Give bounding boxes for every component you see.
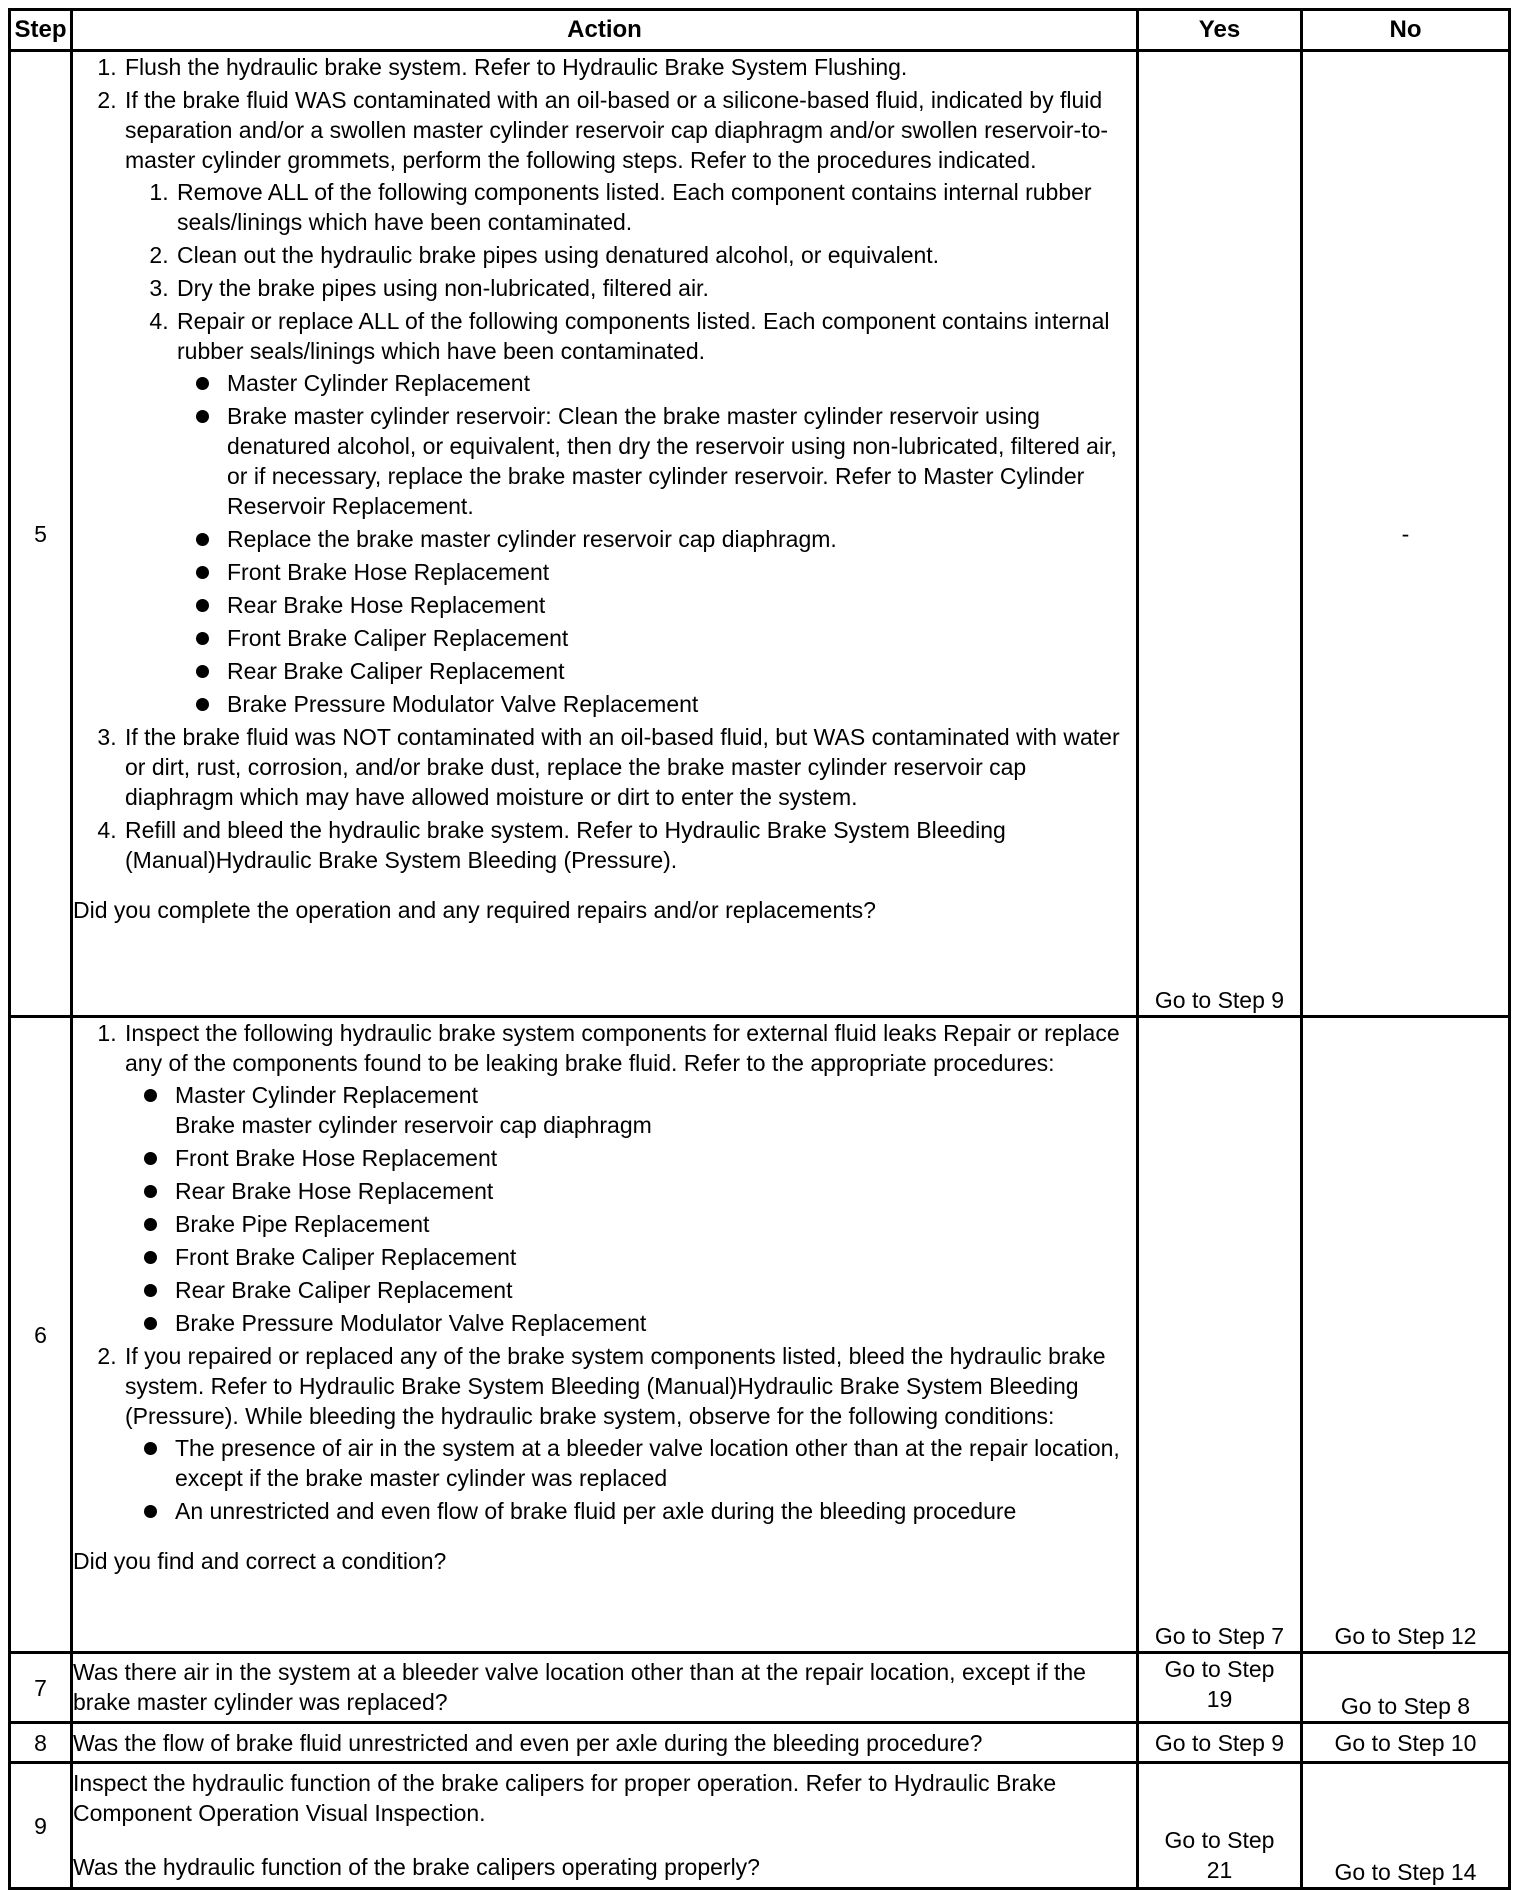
diagnostic-table bbox=[8, 8, 1511, 1890]
bullet-item: Front Brake Caliper Replacement bbox=[227, 623, 1136, 653]
table-row-step-7 bbox=[10, 1653, 1510, 1723]
header-yes: Yes bbox=[1138, 10, 1302, 51]
bullet-item: Rear Brake Hose Replacement bbox=[227, 590, 1136, 620]
question-text: Was the hydraulic function of the brake calipers operating properly? bbox=[73, 1854, 760, 1880]
bullet-subtext: Brake master cylinder reservoir cap diaphragm bbox=[175, 1112, 652, 1138]
bullet-item: Rear Brake Caliper Replacement bbox=[175, 1275, 1136, 1305]
no-cell: Go to Step 12 bbox=[1302, 1017, 1510, 1653]
bullet-item: Brake Pipe Replacement bbox=[175, 1209, 1136, 1239]
no-cell: Go to Step 14 bbox=[1302, 1763, 1510, 1889]
bullet-item: Front Brake Hose Replacement bbox=[227, 557, 1136, 587]
bullet-item: Brake master cylinder reservoir: Clean the brake master cylinder reservoir using denatured alcohol, or equivalent, then dry the reservoir using non-lubricated, filtered air, or if necessary, replace the brake master cylinder reservoir. Refer to Master Cylinder Reservoir Replacement. bbox=[227, 401, 1136, 521]
action-list bbox=[73, 1018, 1136, 1526]
bullet-item bbox=[175, 1080, 1136, 1140]
list-item bbox=[123, 1018, 1136, 1338]
step-number: 9 bbox=[10, 1763, 72, 1889]
list-item: 3. If the brake fluid was NOT contaminated with an oil-based fluid, but WAS contaminated with water or dirt, rust, corrosion, and/or brake dust, replace the brake master cylinder reservoir cap diaphragm which may have allowed moisture or dirt to enter the system. bbox=[123, 722, 1136, 812]
yes-cell: Go to Step 7 bbox=[1138, 1017, 1302, 1653]
list-item-text: If the brake fluid WAS contaminated with an oil-based or a silicone-based fluid, indicated by fluid separation and/or a swollen master cylinder reservoir cap diaphragm and/or swollen reservoir-to-master cylinder grommets, perform the following steps. Refer to the procedures indicated. bbox=[125, 87, 1109, 173]
instruction-text: Inspect the hydraulic function of the brake calipers for proper operation. Refer to Hydraulic Brake Component Operation Visual Inspection. bbox=[73, 1770, 1057, 1826]
bullet-list bbox=[125, 1433, 1136, 1526]
bullet-item: Brake Pressure Modulator Valve Replacement bbox=[227, 689, 1136, 719]
list-item-text: If you repaired or replaced any of the brake system components listed, bleed the hydraulic brake system. Refer to Hydraulic Brake System Bleeding (Manual)Hydraulic Brake System Bleeding (Pressure). While bleeding the hydraulic brake system, observe for the following conditions: bbox=[125, 1343, 1106, 1429]
bullet-text: Master Cylinder Replacement bbox=[175, 1082, 478, 1108]
header-no: No bbox=[1302, 10, 1510, 51]
list-item bbox=[123, 85, 1136, 719]
no-cell: Go to Step 8 bbox=[1302, 1653, 1510, 1723]
bullet-list bbox=[125, 1080, 1136, 1338]
bullet-item: Brake Pressure Modulator Valve Replacement bbox=[175, 1308, 1136, 1338]
list-item: 1. Flush the hydraulic brake system. Refer to Hydraulic Brake System Flushing. bbox=[123, 52, 1136, 82]
yes-text: Go to Step 21 bbox=[1164, 1827, 1275, 1883]
question-text: Was the flow of brake fluid unrestricted and even per axle during the bleeding procedure? bbox=[73, 1729, 983, 1756]
bullet-item: Front Brake Hose Replacement bbox=[175, 1143, 1136, 1173]
question-text: Did you find and correct a condition? bbox=[73, 1548, 447, 1574]
action-cell bbox=[72, 1763, 1138, 1889]
step-number: 6 bbox=[10, 1017, 72, 1653]
yes-cell bbox=[1138, 1653, 1302, 1723]
bullet-item: Replace the brake master cylinder reservoir cap diaphragm. bbox=[227, 524, 1136, 554]
substep-list bbox=[125, 177, 1136, 719]
question-text: Was there air in the system at a bleeder valve location other than at the repair location, except if the brake master cylinder was replaced? bbox=[73, 1659, 1086, 1715]
bullet-item: Master Cylinder Replacement bbox=[227, 368, 1136, 398]
list-item: 2. Clean out the hydraulic brake pipes using denatured alcohol, or equivalent. bbox=[175, 240, 1136, 270]
table-row-step-8 bbox=[10, 1723, 1510, 1763]
bullet-list bbox=[177, 368, 1136, 719]
bullet-item: Rear Brake Caliper Replacement bbox=[227, 656, 1136, 686]
step-number: 7 bbox=[10, 1653, 72, 1723]
table-row-step-6 bbox=[10, 1017, 1510, 1653]
no-cell: Go to Step 10 bbox=[1302, 1723, 1510, 1763]
list-item-text: Repair or replace ALL of the following components listed. Each component contains internal rubber seals/linings which have been contaminated. bbox=[177, 308, 1110, 364]
table-row-step-5 bbox=[10, 51, 1510, 1017]
step-number: 8 bbox=[10, 1723, 72, 1763]
table-row-step-9 bbox=[10, 1763, 1510, 1889]
question-text: Did you complete the operation and any required repairs and/or replacements? bbox=[73, 897, 876, 923]
list-item: 1. Remove ALL of the following components listed. Each component contains internal rubber seals/linings which have been contaminated. bbox=[175, 177, 1136, 237]
no-cell: - bbox=[1302, 51, 1510, 1017]
bullet-item: An unrestricted and even flow of brake fluid per axle during the bleeding procedure bbox=[175, 1496, 1136, 1526]
yes-text: Go to Step 19 bbox=[1164, 1656, 1275, 1712]
action-cell bbox=[72, 1723, 1138, 1763]
header-action: Action bbox=[72, 10, 1138, 51]
action-list bbox=[73, 52, 1136, 875]
step-number: 5 bbox=[10, 51, 72, 1017]
header-step: Step bbox=[10, 10, 72, 51]
header-row bbox=[10, 10, 1510, 51]
list-item: 4. Refill and bleed the hydraulic brake system. Refer to Hydraulic Brake System Bleeding (Manual)Hydraulic Brake System Bleeding (Pressure). bbox=[123, 815, 1136, 875]
bullet-item: Front Brake Caliper Replacement bbox=[175, 1242, 1136, 1272]
yes-cell: Go to Step 9 bbox=[1138, 1723, 1302, 1763]
action-cell bbox=[72, 51, 1138, 1017]
yes-cell: Go to Step 9 bbox=[1138, 51, 1302, 1017]
bullet-item: Rear Brake Hose Replacement bbox=[175, 1176, 1136, 1206]
list-item: 3. Dry the brake pipes using non-lubricated, filtered air. bbox=[175, 273, 1136, 303]
list-item-text: Inspect the following hydraulic brake system components for external fluid leaks Repair or replace any of the components found to be leaking brake fluid. Refer to the appropriate procedures: bbox=[125, 1020, 1120, 1076]
action-cell bbox=[72, 1017, 1138, 1653]
yes-cell bbox=[1138, 1763, 1302, 1889]
bullet-item: The presence of air in the system at a bleeder valve location other than at the repair location, except if the brake master cylinder was replaced bbox=[175, 1433, 1136, 1493]
list-item bbox=[175, 306, 1136, 719]
list-item bbox=[123, 1341, 1136, 1526]
action-cell bbox=[72, 1653, 1138, 1723]
